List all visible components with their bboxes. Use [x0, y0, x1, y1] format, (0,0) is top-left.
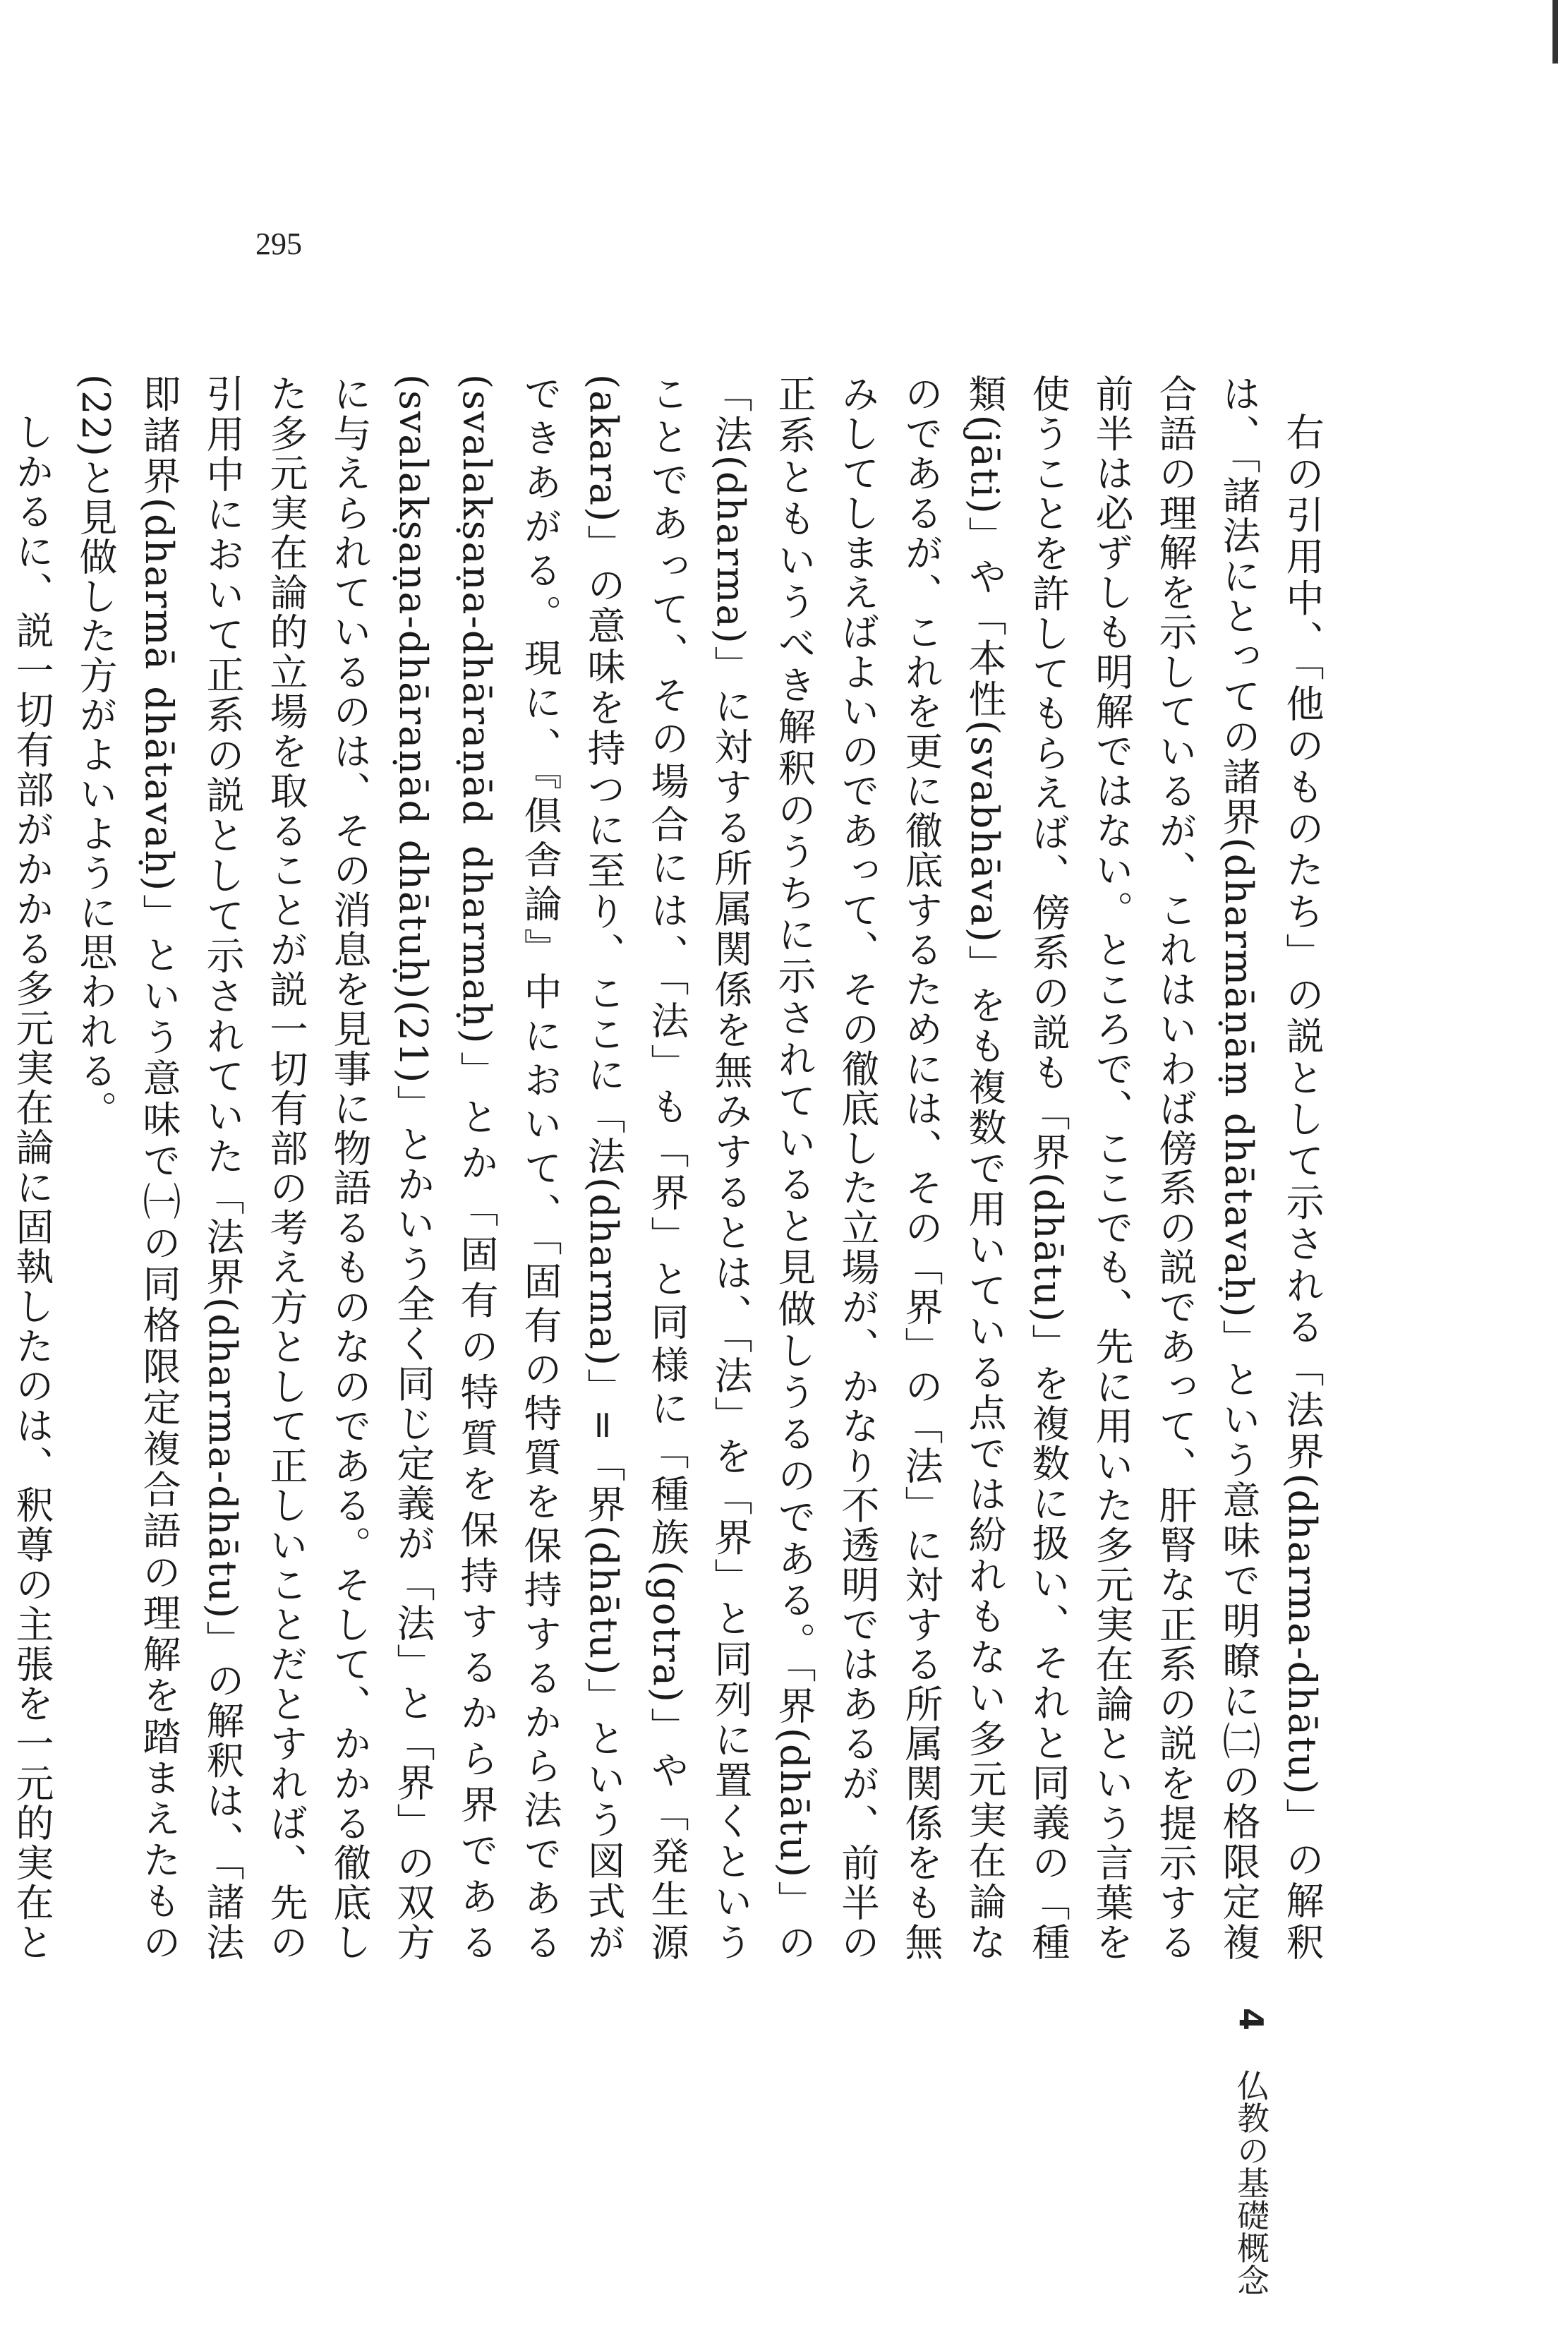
running-footer	[1228, 2008, 1274, 2296]
body-text	[10, 374, 1334, 1963]
crop-mark	[1552, 0, 1558, 64]
paragraph-2: しかるに、説一切有部がかかる多元実在論に固執したのは、釈尊の主張を一元的実在と	[10, 412, 54, 1962]
page-number: 295	[255, 227, 302, 261]
paragraph-1: 右の引用中、「他のものたち」の説として示される「法界(dharma-dhātu)」の解釈は、「諸法にとっての諸界(dharmāṇāṃ dhātavaḥ)」という意味で明瞭に㈡の格限定複合語の理解を示しているが、これはいわば傍系の説であって、肝腎な正系の説を提示する前半は必ずしも明解ではない。ところで、ここでも、先に用いた多元実在論という言葉を使うことを許してもらえば、傍系の説も「界(dhātu)」を複数に扱い、それと同義の「種類(jāti)」や「本性(svabhāva)」をも複数で用いている点では紛れもない多元実在論なのであるが、これを更に徹底するためには、その「界」の「法」に対する所属関係をも無みしてしまえばよいのであって、その徹底した立場が、かなり不透明ではあるが、前半の正系ともいうべき解釈のうちに示されていると見做しうるのである。「界(dhātu)」の「法(dharma)」に対する所属関係を無みするとは、「法」を「界」と同列に置くということであって、その場合には、「法」も「界」と同様に「種族(gotra)」や「発生源(akara)」の意味を持つに至り、ここに「法(dharma)」=「界(dhātu)」という図式ができあがる。現に、『倶舎論』中において、「固有の特質を保持するから法である(svalakṣaṇa-dhāraṇād dharmaḥ)」とか「固有の特質を保持するから界である(svalakṣaṇa-dhāraṇād dhātuḥ)(21)」とかいう全く同じ定義が「法」と「界」の双方に与えられているのは、その消息を見事に物語るものなのである。そして、かかる徹底した多元実在論的立場を取ることが説一切有部の考え方として正しいことだとすれば、先の引用中において正系の説として示されていた「法界(dharma-dhātu)」の解釈は、「諸法即諸界(dharmā dhātavaḥ)」という意味で㈠の同格限定複合語の理解を踏まえたもの(22)と見做した方がよいように思われる。	[73, 374, 1325, 1963]
chapter-title: 仏教の基礎概念	[1232, 2069, 1270, 2296]
chapter-number: 4	[1232, 2008, 1270, 2031]
